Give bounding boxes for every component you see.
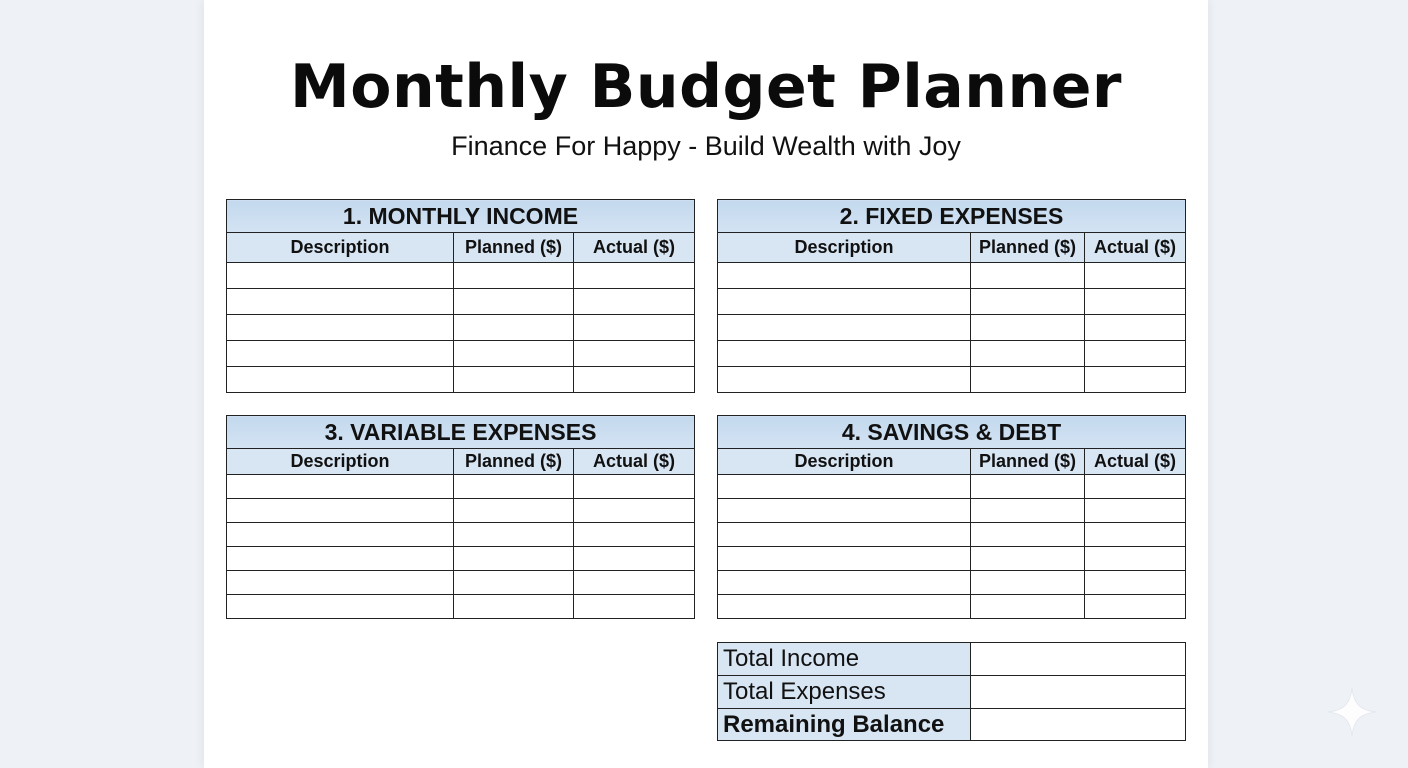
planned-cell[interactable]: [971, 499, 1085, 523]
planned-cell[interactable]: [971, 595, 1085, 619]
description-cell[interactable]: [227, 523, 454, 547]
section-title-fixed-expenses: 2. FIXED EXPENSES: [718, 200, 1186, 233]
actual-cell[interactable]: [574, 499, 695, 523]
section-title-savings-debt: 4. SAVINGS & DEBT: [718, 416, 1186, 449]
planned-cell[interactable]: [454, 571, 574, 595]
table-row: [227, 499, 695, 523]
summary-row: [718, 676, 1186, 709]
table-row: [227, 571, 695, 595]
planned-cell[interactable]: [454, 547, 574, 571]
column-header-planned: Planned ($): [454, 233, 574, 263]
table-row: [718, 547, 1186, 571]
description-cell[interactable]: [227, 263, 454, 289]
actual-cell[interactable]: [1085, 263, 1186, 289]
description-cell[interactable]: [718, 263, 971, 289]
description-cell[interactable]: [227, 571, 454, 595]
description-cell[interactable]: [227, 499, 454, 523]
total-income-label: Total Income: [718, 643, 971, 676]
actual-cell[interactable]: [1085, 595, 1186, 619]
page-title: Monthly Budget Planner: [290, 52, 1122, 122]
total-income-value[interactable]: [971, 643, 1186, 676]
column-header-actual: Actual ($): [574, 233, 695, 263]
actual-cell[interactable]: [574, 595, 695, 619]
table-row: [227, 289, 695, 315]
column-header-planned: Planned ($): [971, 233, 1085, 263]
description-cell[interactable]: [718, 475, 971, 499]
table-row: [718, 499, 1186, 523]
actual-cell[interactable]: [1085, 475, 1186, 499]
planned-cell[interactable]: [971, 571, 1085, 595]
table-row: [718, 571, 1186, 595]
table-row: [718, 315, 1186, 341]
summary-table: [717, 642, 1186, 741]
column-header-description: Description: [718, 233, 971, 263]
column-header-actual: Actual ($): [1085, 449, 1186, 475]
planned-cell[interactable]: [454, 289, 574, 315]
section-title-monthly-income: 1. MONTHLY INCOME: [227, 200, 695, 233]
planned-cell[interactable]: [454, 595, 574, 619]
planned-cell[interactable]: [454, 523, 574, 547]
fixed-expenses-table: [717, 199, 1186, 393]
table-row: [718, 595, 1186, 619]
actual-cell[interactable]: [1085, 499, 1186, 523]
summary-row: [718, 643, 1186, 676]
column-header-description: Description: [718, 449, 971, 475]
table-row: [227, 595, 695, 619]
description-cell[interactable]: [227, 367, 454, 393]
total-expenses-label: Total Expenses: [718, 676, 971, 709]
planned-cell[interactable]: [971, 367, 1085, 393]
table-row: [227, 547, 695, 571]
planned-cell[interactable]: [454, 499, 574, 523]
actual-cell[interactable]: [574, 263, 695, 289]
planned-cell[interactable]: [971, 523, 1085, 547]
table-row: [718, 263, 1186, 289]
planned-cell[interactable]: [971, 289, 1085, 315]
planned-cell[interactable]: [971, 475, 1085, 499]
column-header-actual: Actual ($): [1085, 233, 1186, 263]
variable-expenses-table: [226, 415, 695, 619]
planned-cell[interactable]: [454, 367, 574, 393]
description-cell[interactable]: [227, 315, 454, 341]
column-header-description: Description: [227, 233, 454, 263]
actual-cell[interactable]: [574, 315, 695, 341]
table-row: [227, 475, 695, 499]
actual-cell[interactable]: [574, 475, 695, 499]
description-cell[interactable]: [227, 289, 454, 315]
planned-cell[interactable]: [454, 263, 574, 289]
planned-cell[interactable]: [971, 315, 1085, 341]
description-cell[interactable]: [718, 523, 971, 547]
description-cell[interactable]: [718, 571, 971, 595]
actual-cell[interactable]: [574, 547, 695, 571]
actual-cell[interactable]: [574, 289, 695, 315]
description-cell[interactable]: [718, 367, 971, 393]
description-cell[interactable]: [718, 341, 971, 367]
planned-cell[interactable]: [454, 341, 574, 367]
planned-cell[interactable]: [454, 475, 574, 499]
total-expenses-value[interactable]: [971, 676, 1186, 709]
table-row: [227, 367, 695, 393]
actual-cell[interactable]: [1085, 547, 1186, 571]
table-row: [227, 315, 695, 341]
column-header-planned: Planned ($): [454, 449, 574, 475]
remaining-balance-label: Remaining Balance: [718, 709, 971, 741]
description-cell[interactable]: [718, 595, 971, 619]
section-title-variable-expenses: 3. VARIABLE EXPENSES: [227, 416, 695, 449]
table-row: [718, 341, 1186, 367]
sparkle-icon: [1326, 686, 1378, 738]
description-cell[interactable]: [718, 499, 971, 523]
description-cell[interactable]: [718, 315, 971, 341]
monthly-income-table: [226, 199, 695, 393]
actual-cell[interactable]: [574, 523, 695, 547]
remaining-balance-value[interactable]: [971, 709, 1186, 741]
actual-cell[interactable]: [1085, 523, 1186, 547]
actual-cell[interactable]: [574, 341, 695, 367]
table-row: [227, 523, 695, 547]
description-cell[interactable]: [227, 341, 454, 367]
table-row: [718, 523, 1186, 547]
planned-cell[interactable]: [971, 263, 1085, 289]
summary-row: [718, 709, 1186, 741]
description-cell[interactable]: [227, 595, 454, 619]
planned-cell[interactable]: [971, 547, 1085, 571]
page-subtitle: Finance For Happy - Build Wealth with Joy: [451, 131, 961, 161]
column-header-planned: Planned ($): [971, 449, 1085, 475]
actual-cell[interactable]: [1085, 571, 1186, 595]
description-cell[interactable]: [227, 475, 454, 499]
description-cell[interactable]: [718, 289, 971, 315]
table-row: [718, 289, 1186, 315]
description-cell[interactable]: [227, 547, 454, 571]
column-header-actual: Actual ($): [574, 449, 695, 475]
description-cell[interactable]: [718, 547, 971, 571]
table-row: [718, 367, 1186, 393]
actual-cell[interactable]: [574, 571, 695, 595]
table-row: [718, 475, 1186, 499]
planned-cell[interactable]: [454, 315, 574, 341]
actual-cell[interactable]: [1085, 315, 1186, 341]
table-row: [227, 263, 695, 289]
savings-debt-table: [717, 415, 1186, 619]
actual-cell[interactable]: [1085, 289, 1186, 315]
actual-cell[interactable]: [1085, 367, 1186, 393]
planned-cell[interactable]: [971, 341, 1085, 367]
table-row: [227, 341, 695, 367]
actual-cell[interactable]: [574, 367, 695, 393]
actual-cell[interactable]: [1085, 341, 1186, 367]
column-header-description: Description: [227, 449, 454, 475]
